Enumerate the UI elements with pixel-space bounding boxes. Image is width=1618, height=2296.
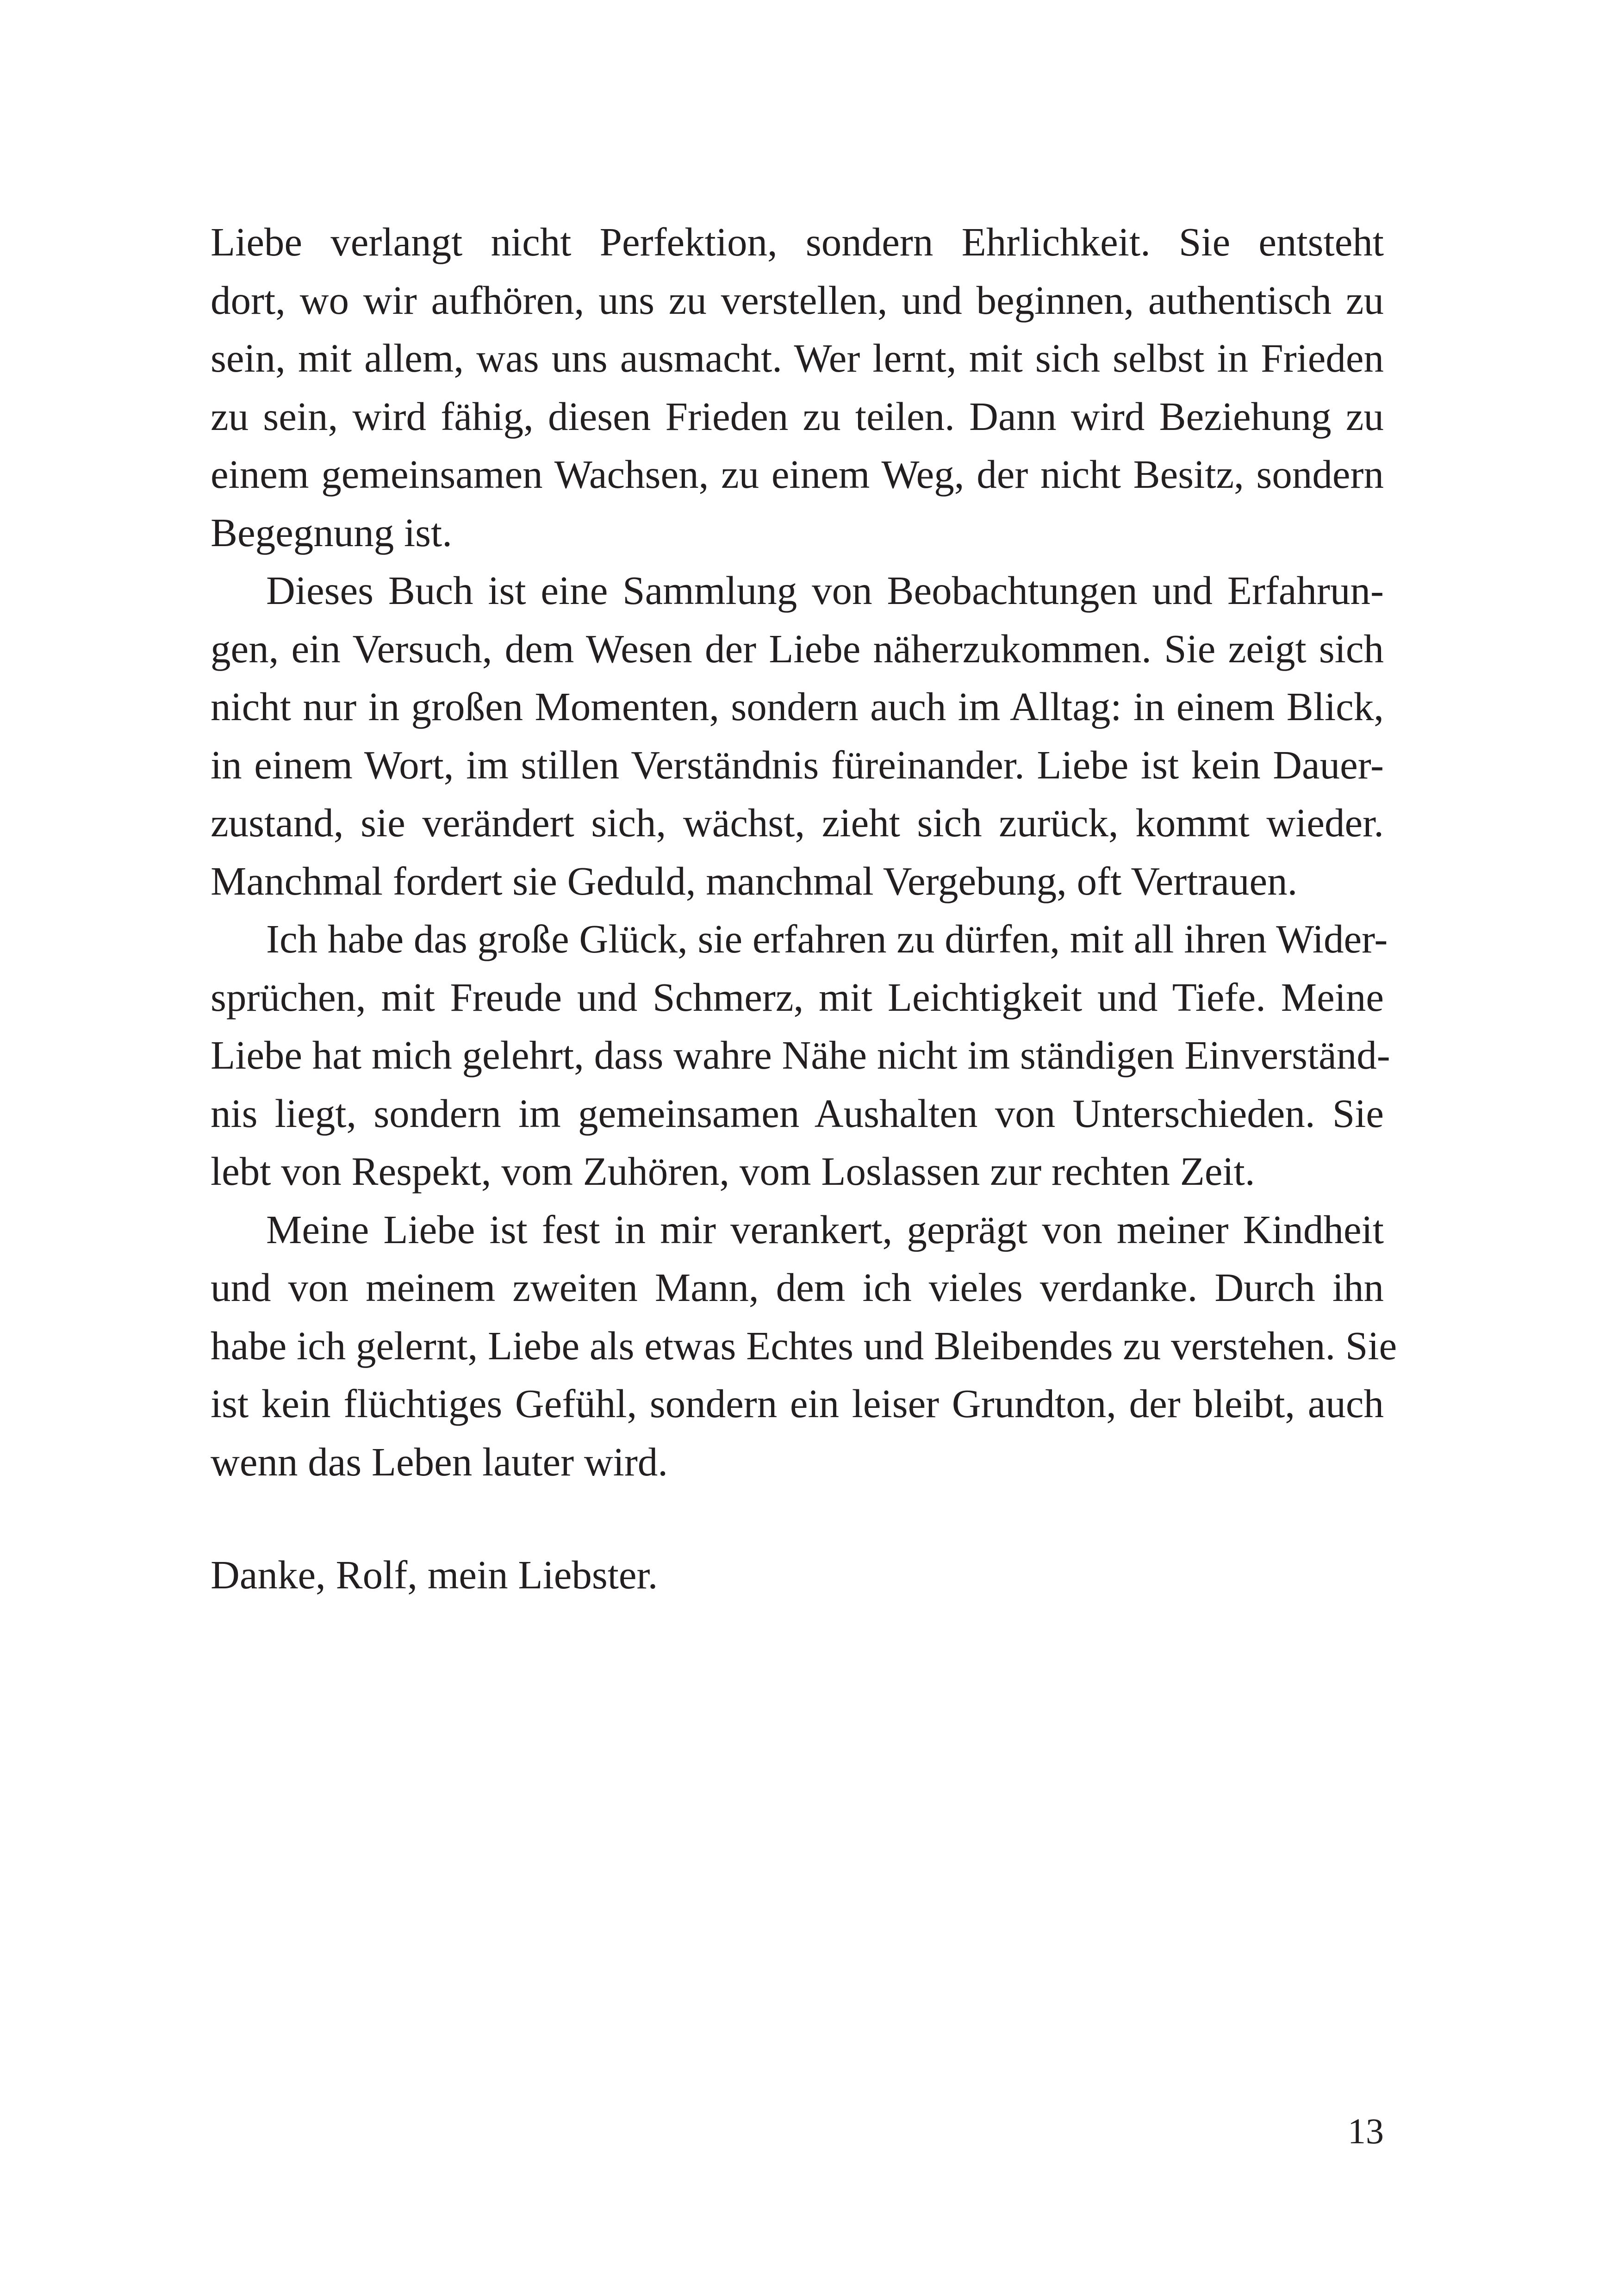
text-line: Liebe hat mich gelehrt, dass wahre Nähe nicht im ständigen Einverständ-	[211, 1033, 1390, 1077]
text-line: Meine Liebe ist fest in mir verankert, geprägt von meiner Kindheit	[266, 1207, 1384, 1252]
text-line: habe ich gelernt, Liebe als etwas Echtes und Bleibendes zu verstehen. Sie	[211, 1323, 1397, 1368]
text-line: und von meinem zweiten Mann, dem ich vieles verdanke. Durch ihn	[211, 1265, 1384, 1310]
text-line: Begegnung ist.	[211, 510, 452, 555]
page-number: 13	[1348, 2111, 1384, 2151]
text-line: nicht nur in großen Momenten, sondern auch im Alltag: in einem Blick,	[211, 684, 1384, 729]
text-line: nis liegt, sondern im gemeinsamen Aushalten von Unterschieden. Sie	[211, 1090, 1384, 1136]
text-line: Dieses Buch ist eine Sammlung von Beobachtungen und Erfahrun-	[266, 568, 1384, 613]
text-line: gen, ein Versuch, dem Wesen der Liebe näherzukommen. Sie zeigt sich	[211, 626, 1384, 671]
text-line: dort, wo wir aufhören, uns zu verstellen, und beginnen, authentisch zu	[211, 277, 1384, 323]
paragraph-3	[211, 910, 1390, 1201]
closing-line: Danke, Rolf, mein Liebster.	[211, 1552, 658, 1597]
text-line: zu sein, wird fähig, diesen Frieden zu teilen. Dann wird Beziehung zu	[211, 393, 1384, 439]
paragraph-4	[211, 1201, 1397, 1491]
text-line: ist kein flüchtiges Gefühl, sondern ein leiser Grundton, der bleibt, auch	[211, 1381, 1384, 1426]
text-line: Manchmal fordert sie Geduld, manchmal Vergebung, oft Vertrauen.	[211, 858, 1298, 903]
paragraph-1	[211, 213, 1384, 561]
text-line: einem gemeinsamen Wachsen, zu einem Weg, der nicht Besitz, sondern	[211, 452, 1384, 497]
text-line: wenn das Leben lauter wird.	[211, 1439, 668, 1484]
text-line: zustand, sie verändert sich, wächst, zieht sich zurück, kommt wieder.	[211, 800, 1384, 845]
body-text	[211, 213, 1397, 1491]
text-line: Liebe verlangt nicht Perfektion, sondern Ehrlichkeit. Sie entsteht	[211, 219, 1384, 264]
text-line: in einem Wort, im stillen Verständnis füreinander. Liebe ist kein Dauer-	[211, 742, 1384, 787]
text-line: sprüchen, mit Freude und Schmerz, mit Leichtigkeit und Tiefe. Meine	[211, 974, 1384, 1020]
text-line: lebt von Respekt, vom Zuhören, vom Loslassen zur rechten Zeit.	[211, 1149, 1255, 1194]
text-line: sein, mit allem, was uns ausmacht. Wer lernt, mit sich selbst in Frieden	[211, 336, 1384, 380]
paragraph-2	[211, 561, 1384, 910]
text-line: Ich habe das große Glück, sie erfahren zu dürfen, mit all ihren Wider-	[266, 916, 1388, 961]
